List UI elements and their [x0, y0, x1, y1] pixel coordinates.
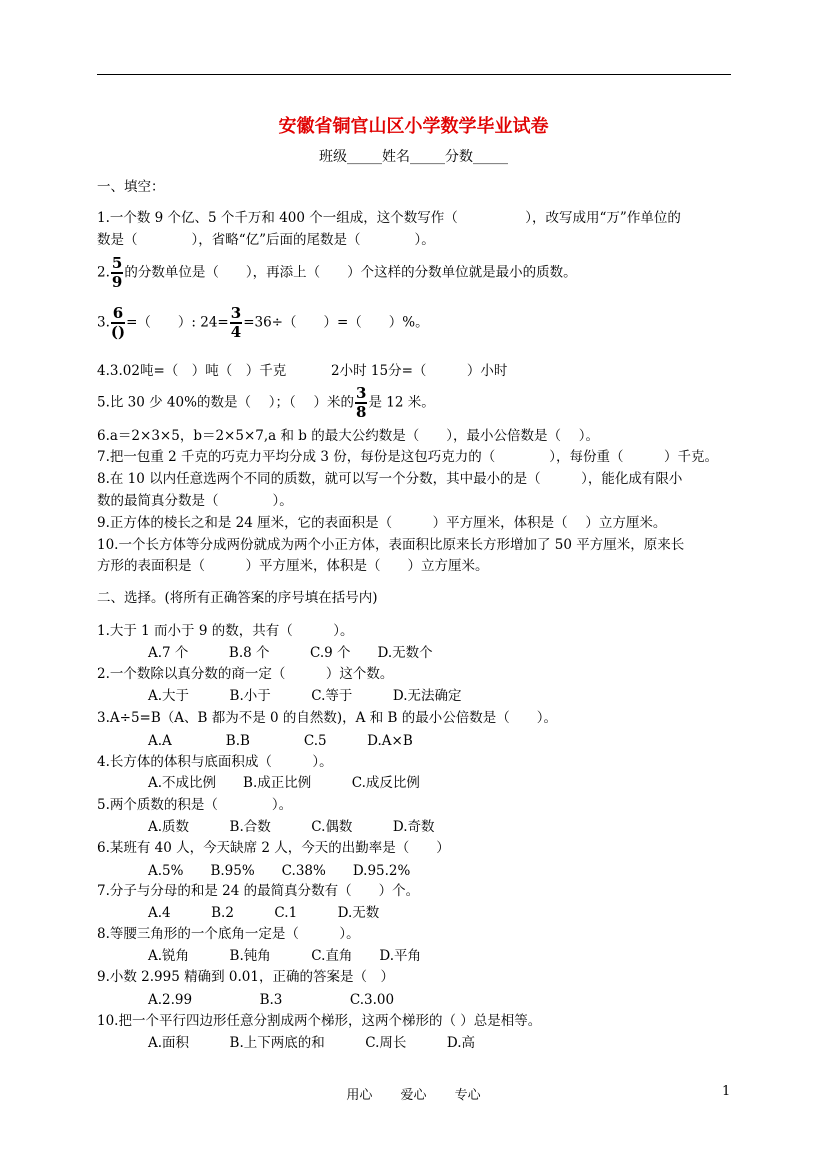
fill-question-2: [97, 256, 577, 290]
page-footer: [0, 1084, 827, 1103]
fraction: [111, 256, 123, 290]
choice-question-5: 5.两个质数的积是（ ）。: [97, 797, 293, 813]
fill-question-6: 6.a＝2×3×5，b＝2×5×7,a 和 b 的最大公约数是（ ），最小公倍数是（ ）。: [97, 428, 599, 444]
choice-question-8: 8.等腰三角形的一个底角一定是（ ）。: [97, 926, 360, 942]
question-text: =（ ）: 24=: [126, 314, 229, 331]
page-title: 安徽省铜官山区小学数学毕业试卷: [278, 116, 549, 137]
fill-question-1a: 1.一个数 9 个亿、5 个千万和 400 个一组成，这个数写作（ ），改写成用“万”作单位的: [97, 210, 681, 226]
footer-word-1: 用心: [346, 1088, 373, 1103]
fraction-denominator: 4: [230, 323, 242, 341]
question-text: 的分数单位是（ ），再添上（ ）个这样的分数单位就是最小的质数。: [124, 264, 577, 281]
choice-options-6: A.5% B.95% C.38% D.95.2%: [148, 863, 411, 879]
fraction: [355, 386, 367, 420]
choice-options-7: A.4 B.2 C.1 D.无数: [148, 905, 380, 921]
fill-question-10b: 方形的表面积是（ ）平方厘米，体积是（ ）立方厘米。: [97, 558, 489, 574]
choice-options-10: A.面积 B.上下两底的和 C.周长 D.高: [148, 1035, 476, 1051]
fraction: [230, 306, 242, 340]
choice-question-6: 6.某班有 40 人，今天缺席 2 人，今天的出勤率是（ ）: [97, 840, 450, 856]
fill-question-9: 9.正方体的棱长之和是 24 厘米，它的表面积是（ ）平方厘米，体积是（ ）立方厘米。: [97, 515, 667, 531]
fill-question-5: [97, 386, 435, 420]
fraction-denominator: (): [110, 323, 126, 341]
question-number: 3.: [97, 314, 110, 331]
choice-question-9: 9.小数 2.995 精确到 0.01，正确的答案是（ ）: [97, 969, 394, 985]
fraction-denominator: 9: [111, 273, 123, 291]
fill-question-8a: 8.在 10 以内任意选两个不同的质数，就可以写一个分数，其中最小的是（ ），能化成有限小: [97, 471, 683, 487]
fraction-numerator: 6: [112, 304, 124, 322]
choice-question-7: 7.分子与分母的和是 24 的最简真分数有（ ）个。: [97, 883, 420, 899]
choice-options-2: A.大于 B.小于 C.等于 D.无法确定: [148, 688, 462, 704]
choice-options-4: A.不成比例 B.成正比例 C.成反比例: [148, 775, 420, 791]
fraction: [111, 306, 125, 340]
question-text: =36÷（ ）=（ ）%。: [243, 314, 429, 331]
fraction-numerator: 3: [230, 304, 242, 322]
fill-question-1b: 数是（ ），省略“亿”后面的尾数是（ ）。: [97, 232, 435, 248]
fill-question-10a: 10.一个长方体等分成两份就成为两个小正方体，表面积比原来长方形增加了 50 平方厘米，原来长: [97, 537, 685, 553]
footer-word-3: 专心: [454, 1088, 481, 1103]
fraction-numerator: 3: [356, 384, 367, 402]
choice-question-2: 2.一个数除以真分数的商一定（ ）这个数。: [97, 666, 394, 682]
choice-options-8: A.锐角 B.钝角 C.直角 D.平角: [148, 948, 422, 964]
footer-word-2: 爱心: [400, 1088, 427, 1103]
fraction-numerator: 5: [111, 254, 123, 272]
fill-question-3: [97, 306, 429, 340]
question-text: 5.比 30 少 40%的数是（ ）；（ ）米的: [97, 394, 355, 411]
fill-question-4: 4.3.02吨=（ ）吨（ ）千克 2小时 15分=（ ）小时: [97, 363, 508, 379]
student-info-line: 班级_____姓名_____分数_____: [319, 149, 508, 165]
choice-question-3: 3.A÷5=B（A、B 都为不是 0 的自然数)，A 和 B 的最小公倍数是（ ）。: [97, 710, 557, 726]
choice-question-10: 10.把一个平行四边形任意分割成两个梯形，这两个梯形的（ ）总是相等。: [97, 1013, 542, 1029]
choice-options-3: A.A B.B C.5 D.A×B: [148, 733, 413, 749]
choice-options-1: A.7 个 B.8 个 C.9 个 D.无数个: [148, 645, 433, 661]
page-number: 1: [722, 1084, 731, 1099]
question-number: 2.: [97, 264, 110, 281]
section1-heading: 一、填空：: [97, 179, 165, 195]
choice-options-5: A.质数 B.合数 C.偶数 D.奇数: [148, 819, 435, 835]
question-text: 是 12 米。: [368, 394, 435, 411]
section2-heading: 二、选择。(将所有正确答案的序号填在括号内): [97, 590, 378, 606]
choice-question-1: 1.大于 1 而小于 9 的数，共有（ ）。: [97, 623, 354, 639]
choice-options-9: A.2.99 B.3 C.3.00: [148, 992, 395, 1008]
fill-question-7: 7.把一包重 2 千克的巧克力平均分成 3 份，每份是这包巧克力的（ ），每份重（ ）千克。: [97, 449, 718, 465]
choice-question-4: 4.长方体的体积与底面积成（ ）。: [97, 754, 333, 770]
header-rule: [97, 74, 731, 75]
fill-question-8b: 数的最简真分数是（ ）。: [97, 493, 293, 509]
fraction-denominator: 8: [356, 403, 367, 421]
